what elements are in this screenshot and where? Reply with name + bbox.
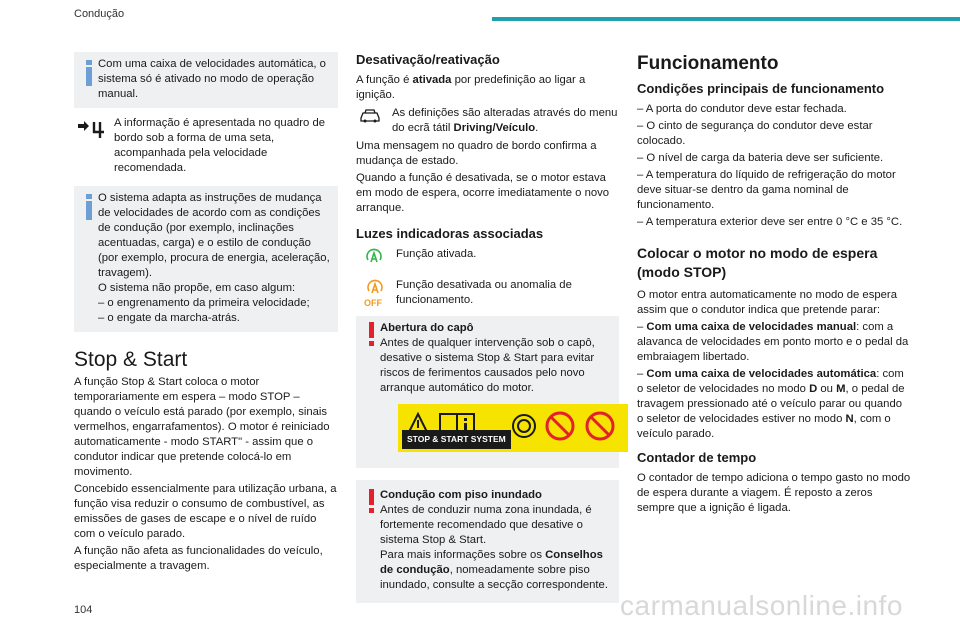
body-paragraph: Uma mensagem no quadro de bordo confirma a mudança de estado. <box>356 140 597 167</box>
text: As definições são alteradas através do menu do ecrã tátil <box>392 107 618 134</box>
light-off-row <box>356 278 619 308</box>
text-bold: ativada <box>412 74 452 86</box>
column-middle <box>356 52 619 611</box>
text-bold: Com uma caixa de velocidades automática <box>646 368 877 380</box>
info-icon <box>86 60 92 86</box>
text: A função é <box>356 74 413 86</box>
text: . <box>535 122 539 134</box>
heading-timer: Contador de tempo <box>637 450 757 465</box>
heading-stop-mode: Colocar o motor no modo de espera (modo STOP) <box>637 245 878 280</box>
text: – <box>637 321 647 333</box>
body-paragraph: Concebido essencialmente para utilização urbana, a função visa reduzir o consumo de combustível, as emissões de gases de escape e o nível de ruído com o veículo parado. <box>74 483 337 540</box>
text: , o pedal de travagem pressionado até o veículo parar ou quando o seletor de velocidades estiver no modo <box>637 383 905 425</box>
touchscreen-note <box>356 106 619 136</box>
text: por predefinição ao ligar a ignição. <box>356 74 586 101</box>
info-line: O sistema não propõe, em caso algum: <box>98 282 296 294</box>
info-line: – o engrenamento da primeira velocidade; <box>98 297 310 309</box>
automatic-item <box>637 367 911 442</box>
warning-box-flooded <box>356 480 619 603</box>
stop-start-green-icon <box>364 247 384 267</box>
light-off-text: Função desativada ou anomalia de funcionamento. <box>396 279 572 306</box>
info-line: O sistema adapta as instruções de mudança de velocidades de acordo com as condições de condução (por exemplo, inclinações acentuadas, carga) e o estilo de condução (por exemplo, procura de energia, aceleração, travagem). <box>98 192 330 279</box>
text: : com o seletor de velocidades no modo <box>637 368 904 395</box>
text: : com a alavanca de velocidades em ponto morto e o pedal da embraiagem libertado. <box>637 321 909 363</box>
text-bold: Com uma caixa de velocidades manual <box>646 321 857 333</box>
condition-item: – O cinto de segurança do condutor deve estar colocado. <box>637 120 873 147</box>
text-bold: N <box>845 413 854 425</box>
gear-arrow-note <box>74 116 338 176</box>
heading-lights: Luzes indicadoras associadas <box>356 226 544 241</box>
condition-item: – A porta do condutor deve estar fechada. <box>637 103 847 115</box>
warning-more <box>380 548 611 593</box>
warning-text: Antes de qualquer intervenção sob o capô, desative o sistema Stop & Start para evitar riscos de ferimentos causados pelo novo arranque automático do motor. <box>380 337 595 394</box>
page-number: 104 <box>74 604 93 616</box>
warning-title <box>380 321 611 336</box>
condition-item: – A temperatura do líquido de refrigeração do motor deve situar-se dentro da gama nominal de funcionamento. <box>637 169 896 211</box>
text: , com o veículo parado. <box>637 413 891 440</box>
info-line: – o engate da marcha-atrás. <box>98 312 240 324</box>
warning-box-bonnet <box>356 316 619 468</box>
heading-conditions: Condições principais de funcionamento <box>637 81 885 96</box>
warning-text: Antes de conduzir numa zona inundada, é fortemente recomendado que desative o sistema Stop & Start. <box>380 504 592 546</box>
stop-intro: O motor entra automaticamente no modo de espera assim que o condutor indica que pretende parar: <box>637 289 897 316</box>
off-label: OFF <box>364 298 382 308</box>
section-title: Stop & Start <box>74 348 188 371</box>
info-box-system <box>74 186 338 332</box>
condition-item: – O nível de carga da bateria deve ser suficiente. <box>637 152 884 164</box>
warning-title <box>380 488 611 503</box>
header-accent-bar <box>492 17 960 21</box>
text-bold: Conselhos de condução <box>380 549 603 576</box>
text-bold: D <box>809 383 818 395</box>
info-text: Com uma caixa de velocidades automática, o sistema só é ativado no modo de operação manual. <box>98 58 326 100</box>
info-box-automatic <box>74 52 338 108</box>
body-paragraph: A função Stop & Start coloca o motor temporariamente em espera – modo STOP – quando o veículo está parado (por exemplo, sinais vermelhos, engarrafamentos). O motor é reiniciado automaticamente - modo START" - assim que o condutor indicar que pretende colocá-lo em movimento. <box>74 376 330 478</box>
deact-paragraph <box>356 73 619 103</box>
text: Para mais informações sobre os <box>380 549 546 561</box>
warning-icon <box>368 489 376 513</box>
text: ou <box>817 383 837 395</box>
car-icon <box>358 108 382 124</box>
touchscreen-text <box>392 106 619 136</box>
text-bold: M <box>836 383 846 395</box>
text-bold: Condução com piso inundado <box>380 489 542 501</box>
body-paragraph: Quando a função é desativada, se o motor estava em modo de espera, ocorre imediatamente o novo arranque. <box>356 172 610 214</box>
column-left <box>74 52 338 576</box>
running-header: Condução <box>74 8 125 20</box>
sticker-label: STOP & START SYSTEM <box>402 430 511 449</box>
text: – <box>637 368 647 380</box>
body-paragraph: A função não afeta as funcionalidades do veículo, especialmente a travagem. <box>74 545 323 572</box>
text-bold: Driving/Veículo <box>453 122 536 134</box>
watermark: carmanualsonline.info <box>620 590 903 621</box>
arrow-text: A informação é apresentada no quadro de bordo sob a forma de uma seta, acompanhada pela velocidade recomendada. <box>114 117 326 174</box>
text-bold: Abertura do capô <box>380 322 474 334</box>
light-on-row <box>356 247 619 275</box>
stop-start-sticker <box>398 404 628 452</box>
gear-arrow-icon <box>74 118 110 146</box>
light-on-text: Função ativada. <box>396 248 477 260</box>
info-icon <box>86 194 92 220</box>
column-right <box>637 52 911 518</box>
manual-item <box>637 320 911 365</box>
timer-text: O contador de tempo adiciona o tempo gasto no modo de espera durante a viagem. É reposto a zeros sempre que a ignição é ligada. <box>637 472 911 514</box>
heading-deactivation: Desativação/reativação <box>356 52 500 67</box>
condition-item: – A temperatura exterior deve ser entre 0 °C e 35 °C. <box>637 216 903 228</box>
text: , nomeadamente sobre piso inundado, consulte a secção correspondente. <box>380 564 608 591</box>
warning-icon <box>368 322 376 346</box>
heading-functioning: Funcionamento <box>637 53 779 74</box>
